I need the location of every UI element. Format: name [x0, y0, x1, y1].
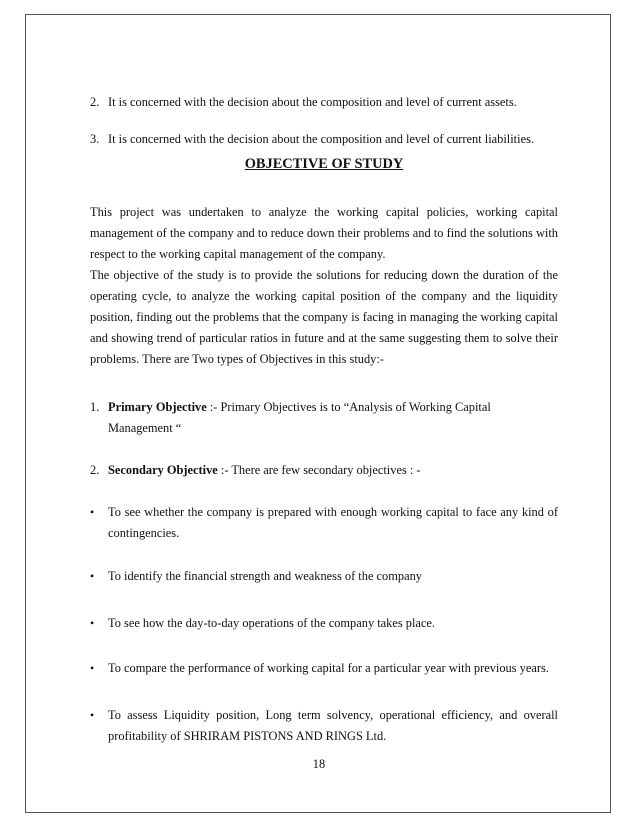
bullet-text: To identify the financial strength and weakness of the company — [108, 569, 422, 583]
bullet-item — [90, 502, 558, 544]
list-number: 3. — [90, 132, 100, 146]
bullet-text: To see how the day-to-day operations of the company takes place. — [108, 616, 436, 630]
bullet-item — [90, 658, 558, 679]
list-text: It is concerned with the decision about the composition and level of current liabilities. — [108, 132, 534, 146]
objective-text: :- Primary Objectives is to “Analysis of Working Capital Management “ — [108, 400, 491, 435]
bullet-text: To see whether the company is prepared with enough working capital to face any kind of contingencies. — [108, 505, 558, 540]
bullet-icon: • — [90, 708, 95, 722]
objective-text: :- There are few secondary objectives : - — [217, 463, 421, 477]
bullet-text: To compare the performance of working capital for a particular year with previous years. — [108, 661, 549, 675]
list-number: 2. — [90, 95, 100, 109]
bullet-icon: • — [90, 616, 95, 630]
bullet-item — [90, 613, 558, 634]
bullet-item — [90, 566, 558, 587]
bullet-icon: • — [90, 569, 95, 583]
bullet-item — [90, 705, 558, 747]
list-item — [90, 92, 558, 113]
bullet-icon: • — [90, 505, 95, 519]
list-item — [90, 129, 558, 150]
list-text: It is concerned with the decision about the composition and level of current assets. — [108, 95, 517, 109]
objective-label: Secondary Objective — [108, 463, 218, 477]
bullet-icon: • — [90, 661, 95, 675]
objective-item-primary — [90, 397, 558, 439]
list-number: 1. — [90, 400, 100, 414]
list-number: 2. — [90, 463, 100, 477]
paragraph-1: This project was undertaken to analyze the working capital policies, working capital management of the company and to reduce down their problems and to find the solutions with respect to the working capital management of the company. — [90, 205, 558, 261]
bullet-text: To assess Liquidity position, Long term solvency, operational efficiency, and overall profitability of SHRIRAM PISTONS AND RINGS Ltd. — [108, 708, 558, 743]
objective-label: Primary Objective — [108, 400, 207, 414]
objective-item-secondary — [90, 460, 558, 481]
page-number: 18 — [312, 757, 326, 771]
paragraph-2: The objective of the study is to provide the solutions for reducing down the duration of the operating cycle, to analyze the working capital position of the company and the liquidity position, finding out the problems that the company is facing in managing the working capital and showing trend of particular ratios in future and at the same suggesting them to solve their problems. There are Two types of Objectives in this study:- — [90, 268, 558, 366]
section-heading: OBJECTIVE OF STUDY — [244, 156, 404, 172]
